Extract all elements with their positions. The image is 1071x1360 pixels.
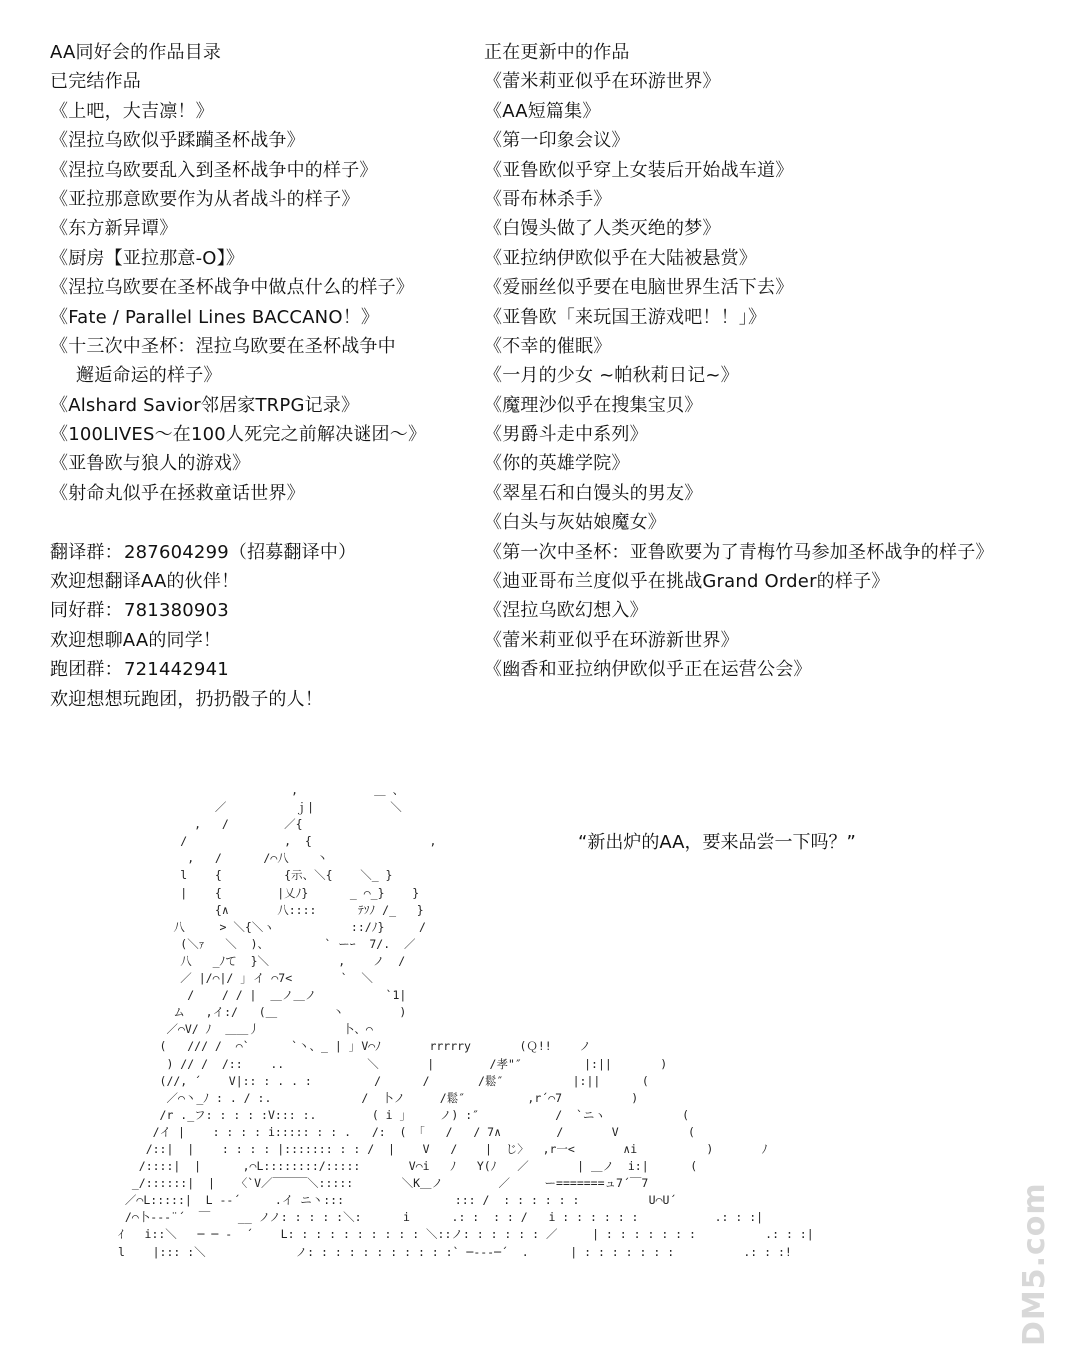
ongoing-heading: 正在更新中的作品 <box>484 42 630 63</box>
fan-group-number: 781380903 <box>124 600 229 622</box>
trpg-group-label: 跑团群： <box>50 659 123 681</box>
ongoing-item: 《不幸的催眠》 <box>484 335 612 357</box>
fan-group <box>50 596 470 625</box>
completed-item: 《厨房【亚拉那意-O】》 <box>50 247 245 269</box>
completed-item: 《上吧，大吉凛！》 <box>50 100 214 122</box>
completed-heading: 已完结作品 <box>50 71 141 93</box>
completed-item: 《涅拉乌欧要在圣杯战争中做点什么的样子》 <box>50 277 414 299</box>
ongoing-item: 《一月的少女 ~帕秋莉日记~》 <box>484 365 739 387</box>
ongoing-item: 《涅拉乌欧幻想入》 <box>484 600 648 622</box>
translation-group-note: 欢迎想翻译AA的伙伴！ <box>50 571 240 593</box>
completed-item: 《东方新异谭》 <box>50 218 178 240</box>
ongoing-item: 《迪亚哥布兰度似乎在挑战Grand Order的样子》 <box>484 571 890 593</box>
catalog-title: AA同好会的作品目录 <box>50 42 222 63</box>
ongoing-item: 《翠星石和白馒头的男友》 <box>484 482 703 504</box>
ascii-art-character: , ＿ 、 ／ ｊ| ＼ , / ／{ / , { , , / /⌒八 丶 l { {示、＼{ ＼_ } | { |乂ﾉ} _ ⌒_} } {∧ 八:::: ﾃｿﾉ /_ } 八 > ＼{＼ヽ ::/ﾉ} / (＼ｧ ＼ )、 ` ーｰ 7/. ／ 八 _ﾉて }＼ , ノ / ／ |/⌒|/ ｣ イ ⌒7< ` ＼ / / / | ＿ノ＿ノ `1| ム ,イ:/ (＿ 丶 ) ／⌒V/ ﾉ ＿＿丿 卜、⌒ ( /// / ⌒` `丶、_ | ｣ V⌒ﾉ rrrrry (Ｑ!! ノ ) // / /:: .. ＼ | /孝"″ |:|| ) (//, ´ V|:: : . . : / / /鬆″ |:|| ( ／⌒丶_ﾉ : . / :. / 卜ノ /鬆″ ,r´⌒7 ) /r ._フ: : : : :V::: :. ( i ｣ ノ) :″ / `ニヽ ( /イ | : : : : i::::: : : . /: ( 「 / / 7∧ / V ( /::| | : : : : |::::::: : : / | V / | じ〉 ,r一< ∧i ) ﾉ /::::| | ,⌒L::::::::/::::: V⌒i ﾉ Y(ﾉ ／ | ＿ノ i:| ( _/::::::| | 〈`V／￣￣￣＼::::: ＼K＿ノ ／ ー=======ュ7´￣7 ／⌒L:::::| L -‐´ .イ ニ丶::: ::: / : : : : : : U⌒U´ /⌒卜--‐¨´ ￣ __ ノノ: : : : :＼: i .: : : : / i : : : : : : .: : :| ｲ i::＼ ─ ─ - ´ L: : : : : : : : : : ＼::ノ: : : : : : ／ | : : : : : : : .: : :| l |::: :＼ ノ: : : : : : : : : : :` ─‐‐‐─´ . | : : : : : : : .: : :! <box>118 783 814 1259</box>
ongoing-item: 《哥布林杀手》 <box>484 188 612 210</box>
ongoing-item: 《第一印象会议》 <box>484 130 630 152</box>
ongoing-item: 《幽香和亚拉纳伊欧似乎正在运营公会》 <box>484 659 812 681</box>
completed-item: 《涅拉乌欧要乱入到圣杯战争中的样子》 <box>50 159 378 181</box>
translation-group-number: 287604299（招募翻译中） <box>124 541 357 563</box>
ongoing-item: 《亚鲁欧「来玩国王游戏吧！！」》 <box>484 306 767 328</box>
ongoing-item: 《白馒头做了人类灭绝的梦》 <box>484 218 721 240</box>
completed-item-continuation: 邂逅命运的样子》 <box>76 365 222 387</box>
ongoing-item: 《亚鲁欧似乎穿上女装后开始战车道》 <box>484 159 794 181</box>
ongoing-item: 《蕾米莉亚似乎在环游新世界》 <box>484 629 739 651</box>
completed-item: 《十三次中圣杯：涅拉乌欧要在圣杯战争中 <box>50 335 396 357</box>
ongoing-item: 《魔理沙似乎在搜集宝贝》 <box>484 394 703 416</box>
completed-item: 《亚鲁欧与狼人的游戏》 <box>50 453 251 475</box>
translation-group-label: 翻译群： <box>50 541 123 563</box>
trpg-group <box>50 655 470 684</box>
ongoing-item: 《第一次中圣杯：亚鲁欧要为了青梅竹马参加圣杯战争的样子》 <box>484 541 994 563</box>
completed-item: 《Fate / Parallel Lines BACCANO！》 <box>50 306 380 328</box>
ongoing-item: 《白头与灰姑娘魔女》 <box>484 512 666 534</box>
translation-group <box>50 538 470 567</box>
fan-group-note: 欢迎想聊AA的同学！ <box>50 629 222 651</box>
trpg-group-number: 721442941 <box>124 659 229 681</box>
ongoing-item: 《爱丽丝似乎要在电脑世界生活下去》 <box>484 277 794 299</box>
ongoing-item: 《你的英雄学院》 <box>484 453 630 475</box>
completed-works-column <box>50 38 470 714</box>
speech-quote: “新出炉的AA，要来品尝一下吗？” <box>578 832 856 853</box>
ongoing-item: 《蕾米莉亚似乎在环游世界》 <box>484 71 721 93</box>
ongoing-item: 《亚拉纳伊欧似乎在大陆被悬赏》 <box>484 247 757 269</box>
fan-group-label: 同好群： <box>50 600 123 622</box>
completed-item: 《射命丸似乎在拯救童话世界》 <box>50 482 305 504</box>
ongoing-item: 《AA短篇集》 <box>484 100 601 122</box>
completed-item: 《涅拉乌欧似乎蹂躏圣杯战争》 <box>50 130 305 152</box>
ongoing-item: 《男爵斗走中系列》 <box>484 424 648 446</box>
completed-item: 《100LIVES～在100人死完之前解决谜团～》 <box>50 424 427 446</box>
site-watermark: DM5.com <box>1017 1182 1052 1346</box>
trpg-group-note: 欢迎想想玩跑团，扔扔骰子的人！ <box>50 688 323 710</box>
completed-item: 《Alshard Savior邻居家TRPG记录》 <box>50 394 360 416</box>
completed-item: 《亚拉那意欧要作为从者战斗的样子》 <box>50 188 360 210</box>
ongoing-works-column <box>484 38 1044 685</box>
